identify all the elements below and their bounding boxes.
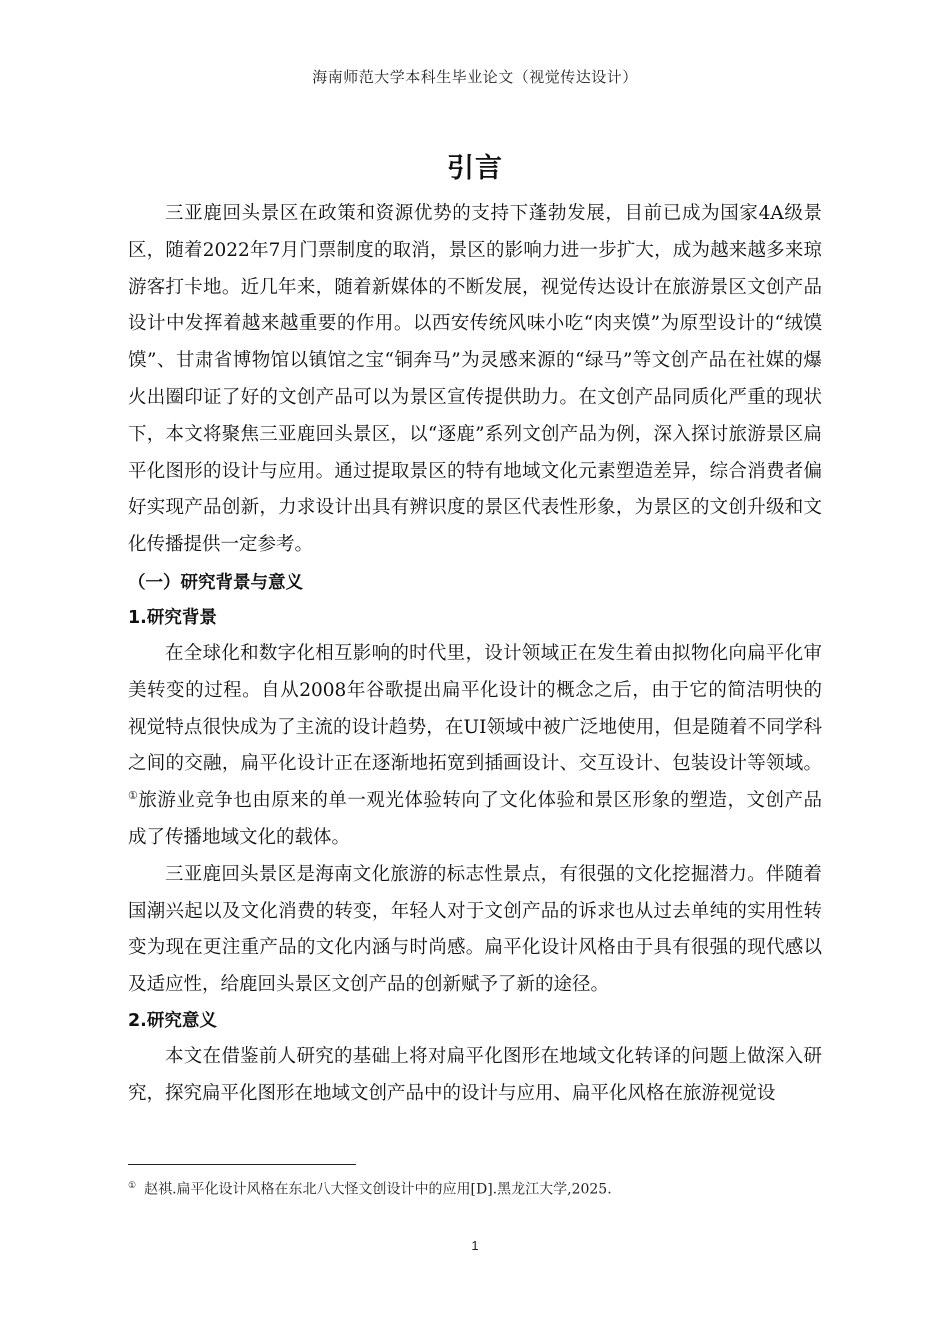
page-title: 引言 — [447, 153, 503, 184]
footnote — [128, 1176, 822, 1200]
background-paragraph-1-text-a: 在全球化和数字化相互影响的时代里，设计领域正在发生着由拟物化向扁平化审美转变的过程。自从2008年谷歌提出扁平化设计的概念之后，由于它的简洁明快的视觉特点很快成为了主流的设计趋势，在UI领域中被广泛地使用，但是随着不同学科之间的交融，扁平化设计正在逐渐地拓宽到插画设计、交互设计、包装设计等领域。 — [128, 642, 822, 775]
subsection-heading-significance: 2.研究意义 — [128, 1010, 217, 1031]
significance-paragraph-1: 本文在借鉴前人研究的基础上将对扁平化图形在地域文化转译的问题上做深入研究，探究扁平化图形在地域文创产品中的设计与应用、扁平化风格在旅游视觉设 — [128, 1045, 822, 1104]
footnote-text: 赵祺.扁平化设计风格在东北八大怪文创设计中的应用[D].黑龙江大学,2025. — [144, 1181, 612, 1198]
page-number: 1 — [471, 1238, 479, 1253]
footnote-divider — [128, 1164, 356, 1165]
intro-paragraph: 三亚鹿回头景区在政策和资源优势的支持下蓬勃发展，目前已成为国家4A级景区，随着2022年7月门票制度的取消，景区的影响力进一步扩大，成为越来越多来琼游客打卡地。近几年来，随着新媒体的不断发展，视觉传达设计在旅游景区文创产品设计中发挥着越来越重要的作用。以西安传统风味小吃“肉夹馍”为原型设计的“绒馍馍”、甘肃省博物馆以镇馆之宝“铜奔马”为灵感来源的“绿马”等文创产品在社媒的爆火出圈印证了好的文创产品可以为景区宣传提供助力。在文创产品同质化严重的现状下，本文将聚焦三亚鹿回头景区，以“逐鹿”系列文创产品为例，深入探讨旅游景区扁平化图形的设计与应用。通过提取景区的特有地域文化元素塑造差异，综合消费者偏好实现产品创新，力求设计出具有辨识度的景区代表性形象，为景区的文创升级和文化传播提供一定参考。 — [128, 203, 822, 556]
background-paragraph-1-text-b: 旅游业竞争也由原来的单一观光体验转向了文化体验和景区形象的塑造，文创产品成了传播地域文化的载体。 — [128, 790, 822, 848]
running-header: 海南师范大学本科生毕业论文（视觉传达设计） — [312, 68, 638, 86]
section-heading: （一）研究背景与意义 — [128, 572, 303, 593]
footnote-reference[interactable]: ① — [128, 789, 139, 802]
main-content — [128, 196, 822, 1113]
background-paragraph-1 — [128, 636, 822, 857]
background-paragraph-2: 三亚鹿回头景区是海南文化旅游的标志性景点，有很强的文化挖掘潜力。伴随着国潮兴起以及文化消费的转变，年轻人对于文创产品的诉求也从过去单纯的实用性转变为现在更注重产品的文化内涵与时尚感。扁平化设计风格由于具有很强的现代感以及适应性，给鹿回头景区文创产品的创新赋予了新的途径。 — [128, 863, 822, 996]
subsection-heading-background: 1.研究背景 — [128, 607, 217, 628]
footnote-marker: ① — [128, 1181, 137, 1191]
